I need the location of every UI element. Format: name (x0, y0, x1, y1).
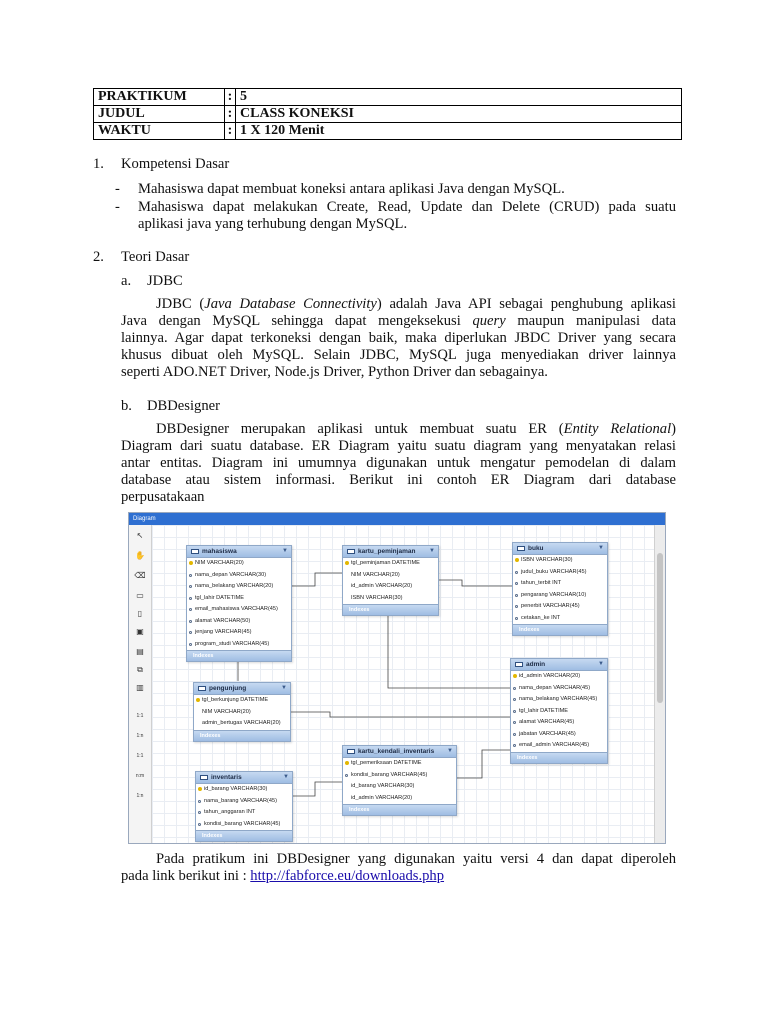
field-icon (189, 585, 192, 588)
field: judul_buku VARCHAR(45) (521, 568, 587, 575)
field-icon (189, 643, 192, 646)
table-tool-icon[interactable]: ▤ (136, 647, 144, 656)
diagram-canvas[interactable] (152, 525, 654, 843)
field-icon (513, 698, 516, 701)
header-row-waktu (94, 123, 682, 140)
subsection-b-label: b. (121, 398, 132, 414)
table-icon (517, 546, 525, 551)
header-row-judul (94, 106, 682, 123)
header-value: 1 X 120 Menit (236, 123, 682, 140)
bullet-dash: - (115, 181, 120, 197)
header-table (93, 88, 682, 140)
field: pengarang VARCHAR(10) (521, 591, 587, 598)
indexes-footer[interactable]: Indexes (194, 730, 290, 741)
entity-kartu-peminjaman[interactable] (342, 545, 439, 616)
entity-admin[interactable] (510, 658, 608, 764)
table-icon (198, 686, 206, 691)
field: email_admin VARCHAR(45) (519, 742, 590, 748)
field-icon (515, 582, 518, 585)
field: jenjang VARCHAR(45) (195, 629, 252, 635)
header-label: WAKTU (94, 123, 225, 140)
field-icon (513, 744, 516, 747)
field: cetakan_ke INT (521, 614, 561, 621)
entity-kartu-kendali-inventaris[interactable] (342, 745, 457, 816)
header-sep: : (225, 106, 236, 123)
field: admin_bertugas VARCHAR(20) (202, 720, 281, 726)
field: nama_belakang VARCHAR(20) (195, 583, 274, 589)
table-icon (347, 749, 355, 754)
note-tool-icon[interactable]: ▯ (137, 609, 143, 618)
header-label: JUDUL (94, 106, 225, 123)
relation-1-1-nonid-tool-icon[interactable]: 1:1 (136, 753, 144, 759)
indexes-footer[interactable]: Indexes (513, 624, 607, 635)
table-icon (191, 549, 199, 554)
field: tahun_terbit INT (521, 580, 562, 586)
entity-mahasiswa[interactable] (186, 545, 292, 662)
field-icon (513, 733, 516, 736)
field-icon (513, 710, 516, 713)
field-icon (198, 823, 201, 826)
competency-item-2-line2: aplikasi java yang terhubung dengan MySQL. (138, 216, 408, 232)
rel-kartu-kendali-admin (455, 750, 510, 778)
header-sep: : (225, 123, 236, 140)
competency-item-1: Mahasiswa dapat membuat koneksi antara aplikasi Java dengan MySQL. (138, 181, 565, 197)
field: NIM VARCHAR(20) (351, 571, 400, 578)
entity-name: mahasiswa (202, 548, 237, 555)
field: tgl_lahir DATETIME (519, 707, 569, 714)
entity-name: kartu_peminjaman (358, 548, 416, 555)
section1-title: Kompetensi Dasar (121, 156, 230, 172)
rel-kartu-peminjaman-admin (388, 613, 510, 688)
rel-mahasiswa-kartu-peminjaman (290, 573, 342, 586)
diagram-toolbar (129, 525, 152, 843)
vertical-scrollbar[interactable] (654, 525, 666, 843)
text-run-italic: Java Database Connectivity (204, 296, 377, 312)
field: tgl_pemeriksaan DATETIME (351, 760, 422, 766)
header-row-praktikum (94, 89, 682, 106)
dbdesigner-para-line2: Diagram dari suatu database. ER Diagram yaitu suatu diagram yang menyatakan relasi (121, 438, 676, 454)
header-sep: : (225, 89, 236, 106)
relation-n-m-tool-icon[interactable]: n:m (135, 773, 145, 779)
rel-inventaris-kartu-kendali (291, 782, 343, 796)
entity-name: pengunjung (209, 685, 247, 692)
jdbc-para-line1 (156, 296, 676, 313)
eraser-tool-icon[interactable]: ⌫ (134, 571, 146, 580)
field: penerbit VARCHAR(45) (521, 603, 580, 609)
indexes-footer[interactable]: Indexes (511, 752, 607, 763)
field: tahun_anggaran INT (204, 809, 256, 815)
field: ISBN VARCHAR(30) (351, 594, 403, 601)
field: alamat VARCHAR(45) (519, 719, 575, 725)
indexes-footer[interactable]: Indexes (343, 804, 456, 815)
field: tgl_peminjaman DATETIME (351, 560, 420, 566)
field-icon (189, 574, 192, 577)
text-run: maupun manipulasi data (505, 313, 676, 329)
primary-key-icon (345, 561, 349, 565)
text-run: pada link berikut ini : (121, 868, 251, 884)
field: nama_barang VARCHAR(45) (204, 797, 277, 804)
text-run: ) adalah Java API sebagai penghubung aplikasi (376, 296, 676, 312)
text-run: JDBC ( (156, 296, 205, 312)
field-icon (198, 811, 201, 814)
hand-tool-icon[interactable]: ✋ (135, 551, 145, 560)
section2-number: 2. (93, 249, 104, 265)
relation-1-n-nonid-tool-icon[interactable]: 1:n (136, 793, 144, 799)
closing-line2 (121, 868, 676, 885)
entity-buku[interactable] (512, 542, 608, 636)
chevron-down-icon[interactable]: ▼ (598, 661, 604, 667)
field-icon (189, 631, 192, 634)
image-tool-icon[interactable]: ▣ (136, 627, 144, 636)
field: id_admin VARCHAR(20) (351, 794, 413, 801)
field-icon (513, 687, 516, 690)
field: ISBN VARCHAR(30) (521, 557, 573, 563)
field-icon (198, 800, 201, 803)
jdbc-para-line3: lainnya. Agar dapat terkoneksi dengan baik, maka diperlukan JBDC Driver yang secara (121, 330, 676, 346)
entity-name: kartu_kendali_inventaris (358, 748, 435, 755)
primary-key-icon (196, 698, 200, 702)
jdbc-para-line4: khusus dibuat oleh MySQL. Selain JDBC, MySQL juga menyediakan driver lainnya (121, 347, 676, 363)
jdbc-para-line5: seperti ADO.NET Driver, Node.js Driver, Python Driver dan sebagainya. (121, 364, 548, 380)
field: id_admin VARCHAR(20) (351, 583, 413, 589)
dbdesigner-para-line3: antar entitas. Diagram ini umumnya digunakan untuk mengatur pemodelan di dalam (121, 455, 676, 471)
field: jabatan VARCHAR(45) (519, 730, 576, 737)
primary-key-icon (198, 787, 202, 791)
view-tool-icon[interactable]: ⧉ (137, 665, 143, 674)
field: tgl_lahir DATETIME (195, 594, 245, 601)
field: kondisi_barang VARCHAR(45) (351, 771, 428, 778)
entity-pengunjung[interactable] (193, 682, 291, 742)
text-run-italic: Entity Relational (563, 421, 672, 437)
text-run: Java dengan MySQL sehingga dapat mengeksekusi (121, 313, 473, 329)
entity-name: inventaris (211, 774, 242, 781)
field: program_studi VARCHAR(45) (195, 640, 270, 647)
chevron-down-icon[interactable]: ▼ (281, 685, 287, 691)
field: NIM VARCHAR(20) (202, 708, 251, 715)
text-run: DBDesigner merupakan aplikasi untuk membuat suatu ER ( (156, 421, 564, 437)
field-icon (189, 620, 192, 623)
chevron-down-icon[interactable]: ▼ (429, 548, 435, 554)
header-value: CLASS KONEKSI (236, 106, 682, 123)
header-value: 5 (236, 89, 682, 106)
subsection-a-title: JDBC (147, 273, 183, 289)
diagram-titlebar: Diagram (129, 513, 665, 525)
field: nama_depan VARCHAR(45) (519, 684, 591, 691)
scrollbar-thumb[interactable] (657, 553, 663, 703)
indexes-footer[interactable]: Indexes (196, 830, 292, 841)
closing-line1: Pada pratikum ini DBDesigner yang digunakan yaitu versi 4 dan dapat diperoleh (156, 851, 676, 867)
section2-title: Teori Dasar (121, 249, 190, 265)
dbdesigner-para-line1 (156, 421, 676, 438)
rectangle-tool-icon[interactable]: ▭ (136, 591, 144, 600)
rel-pengunjung-admin (289, 712, 510, 717)
text-run-italic: query (472, 313, 506, 329)
layer-tool-icon[interactable]: ▥ (136, 683, 144, 692)
relation-1-1-tool-icon[interactable]: 1:1 (136, 713, 144, 719)
chevron-down-icon[interactable]: ▼ (283, 774, 289, 780)
section1-number: 1. (93, 156, 104, 172)
indexes-footer[interactable]: Indexes (343, 604, 438, 615)
header-label: PRAKTIKUM (94, 89, 225, 106)
chevron-down-icon[interactable]: ▼ (598, 545, 604, 551)
field: nama_belakang VARCHAR(45) (519, 696, 598, 702)
chevron-down-icon[interactable]: ▼ (447, 748, 453, 754)
relation-1-n-tool-icon[interactable]: 1:n (136, 733, 144, 739)
bullet-dash: - (115, 199, 120, 215)
subsection-b-title: DBDesigner (147, 398, 220, 414)
field: id_admin VARCHAR(20) (519, 673, 581, 679)
entity-name: buku (528, 545, 544, 552)
entity-inventaris[interactable] (195, 771, 293, 842)
field: NIM VARCHAR(20) (195, 560, 244, 566)
download-link[interactable]: http://fabforce.eu/downloads.php (250, 868, 445, 884)
text-run: ) (671, 421, 676, 437)
competency-item-2-line1: Mahasiswa dapat melakukan Create, Read, Update dan Delete (CRUD) pada suatu (138, 199, 676, 215)
primary-key-icon (345, 761, 349, 765)
table-icon (200, 775, 208, 780)
primary-key-icon (189, 561, 193, 565)
field-icon (345, 774, 348, 777)
primary-key-icon (515, 558, 519, 562)
field: tgl_berkunjung DATETIME (202, 697, 269, 703)
dbdesigner-para-line5: perpusatakaan (121, 489, 205, 505)
field-icon (515, 605, 518, 608)
indexes-footer[interactable]: Indexes (187, 650, 291, 661)
table-icon (515, 662, 523, 667)
dbdesigner-para-line4: database atau sistem informasi. Berikut ini contoh ER Diagram dari database (121, 472, 676, 488)
subsection-a-label: a. (121, 273, 132, 289)
field: nama_depan VARCHAR(30) (195, 571, 267, 578)
table-icon (347, 549, 355, 554)
pointer-tool-icon[interactable]: ↖ (136, 531, 144, 540)
field-icon (515, 571, 518, 574)
primary-key-icon (513, 674, 517, 678)
entity-name: admin (526, 661, 546, 668)
chevron-down-icon[interactable]: ▼ (282, 548, 288, 554)
field: kondisi_barang VARCHAR(45) (204, 820, 281, 827)
field: alamat VARCHAR(50) (195, 617, 251, 624)
field-icon (189, 608, 192, 611)
field: id_barang VARCHAR(30) (204, 786, 268, 792)
field: id_barang VARCHAR(30) (351, 783, 415, 789)
er-diagram-screenshot (128, 512, 666, 844)
field-icon (189, 597, 192, 600)
field: email_mahasiswa VARCHAR(45) (195, 606, 278, 612)
field-icon (515, 617, 518, 620)
field-icon (513, 721, 516, 724)
field-icon (515, 594, 518, 597)
jdbc-para-line2 (121, 313, 676, 330)
